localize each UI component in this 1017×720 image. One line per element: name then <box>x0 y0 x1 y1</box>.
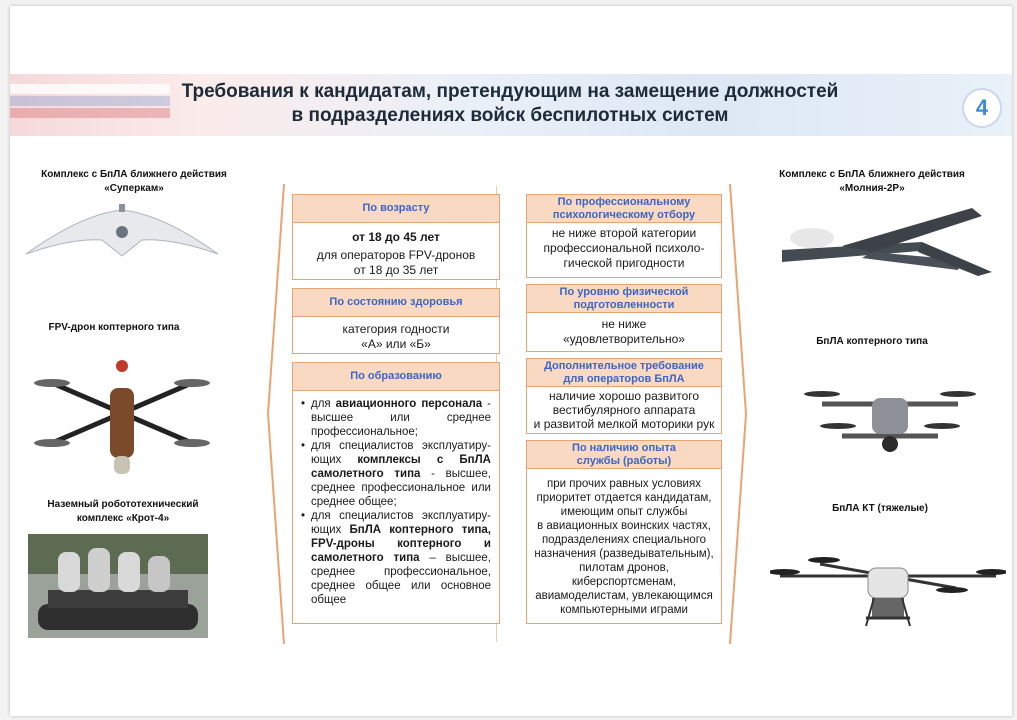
age-fpv-label: для операторов FPV-дронов <box>316 248 476 262</box>
list-item: • для специалистов эксплуатиру-ющих БпЛА коптерного типа, FPV-дроны коптерного и самолетного типа – высшее, среднее профессиональное, среднее общее или основное общее <box>301 509 491 607</box>
right-chevron-decoration <box>728 182 748 646</box>
age-range: от 18 до 45 лет <box>352 230 440 244</box>
list-item: • для авиационного персонала - высшее или среднее профессиональное; <box>301 397 491 439</box>
requirements-panel <box>268 182 746 646</box>
requirement-experience-body: при прочих равных условиях приоритет отдается кандидатам, имеющим опыт службы в авиационных воинских частях, подразделениях специального назначения (разведывательным), пилотам дронов, киберспортсменам, авиамоделистам, увлекающимся компьютерными играми <box>534 478 714 616</box>
page-title <box>130 80 890 128</box>
requirement-health-body <box>293 317 499 356</box>
caption-krot <box>28 498 218 526</box>
requirement-education-title: По образованию <box>293 363 499 391</box>
ground-robot-icon <box>28 534 208 638</box>
list-item: • для специалистов эксплуатиру-ющих комплексы с БпЛА самолетного типа - высшее, среднее профессиональное или среднее общее; <box>301 439 491 509</box>
title-line-1: Требования к кандидатам, претендующим на замещение должностей <box>181 81 839 102</box>
requirement-additional <box>526 358 722 434</box>
document-sheet <box>10 6 1012 716</box>
caption-copter: БпЛА коптерного типа <box>816 336 928 347</box>
requirement-age-title: По возрасту <box>293 195 499 223</box>
caption-krot-text: Наземный робототехнический комплекс «Крот-4» <box>47 499 199 524</box>
heavy-hexacopter-icon <box>770 554 1006 638</box>
requirement-psych-title: По профессиональному психологическому отбору <box>527 195 721 223</box>
requirement-health-title: По состоянию здоровья <box>293 289 499 317</box>
requirement-experience <box>526 440 722 624</box>
requirement-physical <box>526 284 722 352</box>
fpv-drone-icon <box>32 348 212 483</box>
requirement-additional-body: наличие хорошо развитого вестибулярного аппарата и развитой мелкой моторики рук <box>533 389 715 431</box>
requirement-age-body <box>293 223 499 282</box>
caption-heavy: БпЛА КТ (тяжелые) <box>832 503 928 514</box>
requirement-physical-body: не ниже «удовлетворительно» <box>563 317 685 346</box>
requirement-physical-title: По уровню физической подготовленности <box>527 285 721 313</box>
requirement-health <box>292 288 500 354</box>
requirement-education <box>292 362 500 624</box>
caption-molniya: Комплекс с БпЛА ближнего действия «Молния-2Р» <box>779 169 965 194</box>
requirement-psych <box>526 194 722 278</box>
requirement-additional-title: Дополнительное требование для операторов БпЛА <box>527 359 721 387</box>
quadcopter-icon <box>802 374 978 464</box>
health-line-1: категория годности <box>342 322 450 336</box>
title-line-2: в подразделениях войск беспилотных систем <box>291 105 729 126</box>
requirement-experience-title: По наличию опыта службы (работы) <box>527 441 721 469</box>
requirement-age <box>292 194 500 280</box>
caption-fpv: FPV-дрон коптерного типа <box>48 322 180 333</box>
health-line-2: «А» или «Б» <box>361 337 431 351</box>
education-list <box>293 391 499 611</box>
page-number-badge: 4 <box>962 88 1002 128</box>
caption-supercam: Комплекс с БпЛА ближнего действия «Суперкам» <box>41 169 227 194</box>
age-fpv-range: от 18 до 35 лет <box>353 263 439 277</box>
left-chevron-decoration <box>266 182 286 646</box>
fixed-wing-drone-icon <box>772 202 1004 282</box>
fixed-wing-drone-icon <box>22 196 222 274</box>
requirement-psych-body: не ниже второй категории профессиональной психоло- гической пригодности <box>543 226 705 270</box>
